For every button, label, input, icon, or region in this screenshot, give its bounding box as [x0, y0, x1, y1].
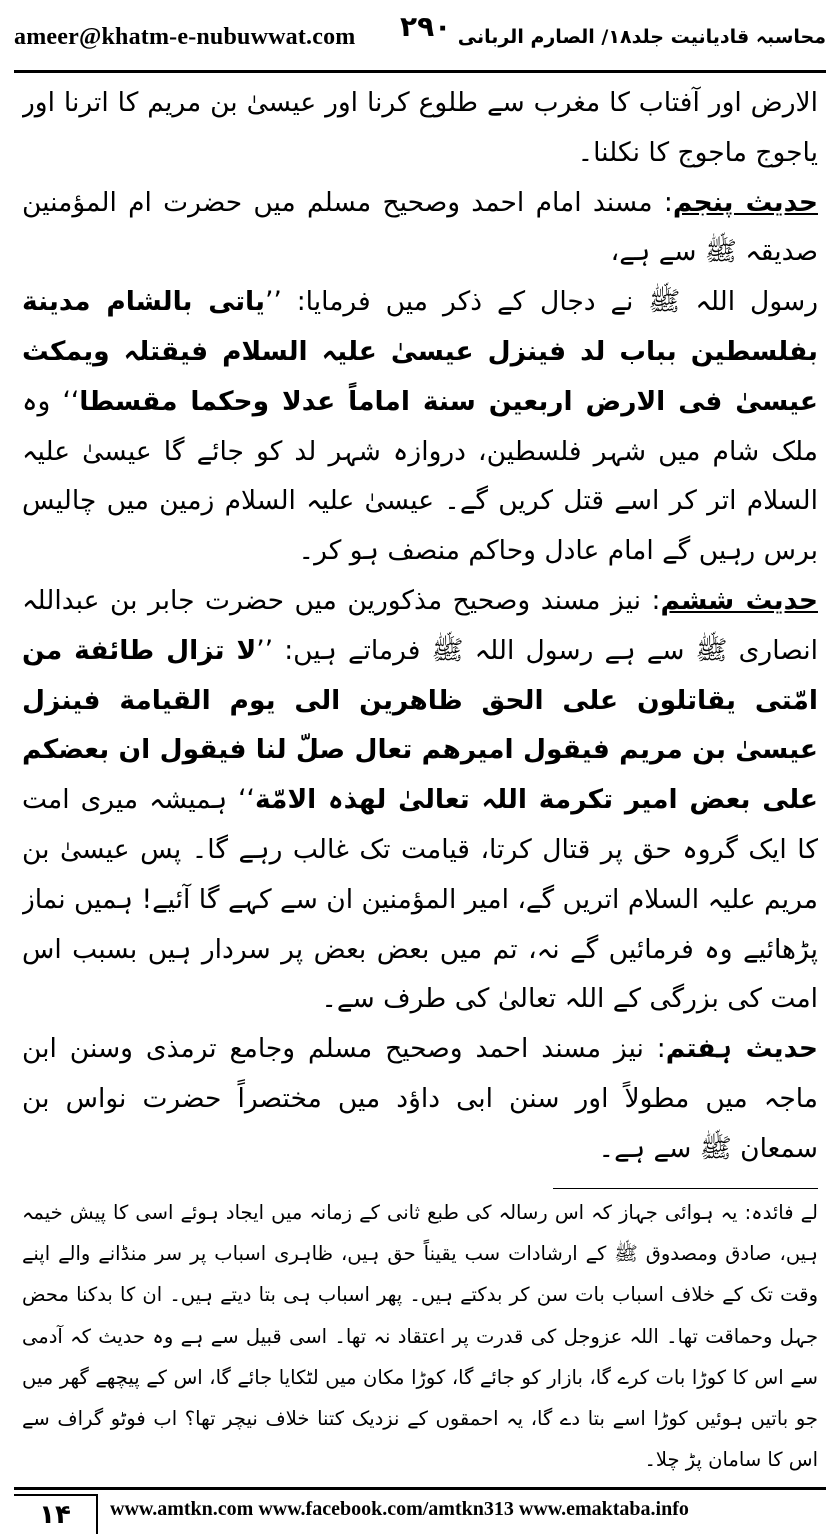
signature-number: ۱۴: [14, 1494, 98, 1534]
footnote: [22, 1192, 818, 1472]
page-number: ۲۹۰: [400, 10, 452, 43]
hadith-7-source: : نیز مسند احمد وصحیح مسلم وجامع ترمذی وسنن ابن ماجہ میں مطولاً اور سنن ابی داؤد میں مختصراً حضرت نواس بن سمعان ﷺ سے ہے۔: [22, 1033, 818, 1164]
hadith-5-translation: ‘‘ وہ ملک شام میں شہر فلسطین، دروازہ شہر لد کو جائے گا عیسیٰ علیہ السلام اتر کر اسے قتل کریں گے۔ عیسیٰ علیہ السلام زمین میں چالیس برس رہیں گے امام عادل وحاکم منصف ہو کر۔: [22, 385, 818, 567]
paragraph-hadith-7: [22, 1024, 818, 1173]
running-title: محاسبہ قادیانیت جلد۱۸/ الصارم الربانی: [457, 26, 826, 48]
hadith-6-heading: حدیث ششم: [660, 584, 818, 616]
hadith-6-arabic: لا تزال طائفة من امّتی یقاتلون علی الحق ظاھرین الی یوم القیامة فینزل عیسیٰ بن مریم فیقول امیرھم تعال صلّ لنا فیقول ان بعضکم علی بعض امیر تکرمة اللہ تعالیٰ لھذہ الامّة: [22, 634, 818, 816]
paragraph-dajjal: [22, 1174, 818, 1176]
paragraph-1: الارض اور آفتاب کا مغرب سے طلوع کرنا اور عیسیٰ بن مریم کا اترنا اور یاجوج ماجوج کا نکلنا۔: [22, 87, 818, 168]
hadith-6-source: : نیز مسند وصحیح مذکورین میں حضرت جابر بن عبداللہ انصاری ﷺ سے ہے رسول اللہ ﷺ فرماتے ہیں: ’’: [22, 584, 818, 666]
header-email: ameer@khatm-e-nubuwwat.com: [14, 23, 356, 50]
footer-rule: [14, 1487, 826, 1490]
footer-websites: www.amtkn.com www.facebook.com/amtkn313 www.emaktaba.info: [110, 1498, 689, 1520]
footnote-text: لے فائدہ: یہ ہوائی جہاز کہ اس رسالہ کی طبع ثانی کے زمانہ میں ایجاد ہوئے اسی کا پیش خیمہ ہیں، صادق ومصدوق ﷺ کے ارشادات سب یقیناً حق ہیں، ظاہری اسباب پر سر منڈانے والے اپنے وقت تک کے خلاف اسباب بات سن کر بدکتے ہیں۔ پھر اسباب ہی بتا دیتے ہیں۔ ان کا بدکنا محض جہل وحماقت تھا۔ اللہ عزوجل کی قدرت پر اعتقاد نہ تھا۔ اسی قبیل سے ہے وہ حدیث کہ آدمی سے اس کا کوڑا بات کرے گا، بازار کو جائے گا، کوڑا مکان میں لٹکایا جائے گا، اس کے پیچھے گھر میں جو باتیں ہوئیں کوڑا اسے بتا دے گا، یہ احمقوں کے نزدیک کتنا خلاف نیچر تھا؟ اب فوٹو گراف سے اس کا سامان پڑ چلا۔: [22, 1201, 818, 1472]
hadith-5-source: : مسند امام احمد وصحیح مسلم میں حضرت ام المؤمنین صدیقہ ﷺ سے ہے،: [22, 186, 818, 268]
hadith-7-heading: حدیث ہفتم: [665, 1033, 818, 1065]
hadith-5-arabic: یاتی بالشام مدینة بفلسطین بباب لد فینزل عیسیٰ علیہ السلام فیقتلہ ویمکث عیسیٰ فی الارض اربعین سنة اماماً عدلا وحکما مقسطا: [22, 286, 818, 417]
hadith-5-heading: حدیث پنجم: [672, 186, 818, 218]
header-rule: [14, 70, 826, 73]
paragraph-hadith-5: [22, 178, 818, 278]
main-text: [22, 78, 818, 1176]
paragraph-hadith-6: [22, 576, 818, 1024]
hadith-5-intro: رسول اللہ ﷺ نے دجال کے ذکر میں فرمایا: ’’: [264, 286, 818, 318]
page-footer: [14, 1492, 826, 1536]
hadith-6-translation: ‘‘ ہمیشہ میری امت کا ایک گروہ حق پر قتال کرتا، قیامت تک غالب رہے گا۔ پس عیسیٰ بن مریم علیہ السلام اتریں گے، امیر المؤمنین ان سے کہے گا آئیے! ہمیں نماز پڑھائیے وہ فرمائیں گے نہ، تم میں بعض بعض پر سردار ہیں بسبب اس امت کی بزرگی کے اللہ تعالیٰ کی طرف سے۔: [22, 784, 818, 1015]
paragraph-hadith-5-text: [22, 277, 818, 576]
footnote-rule: [553, 1188, 818, 1189]
